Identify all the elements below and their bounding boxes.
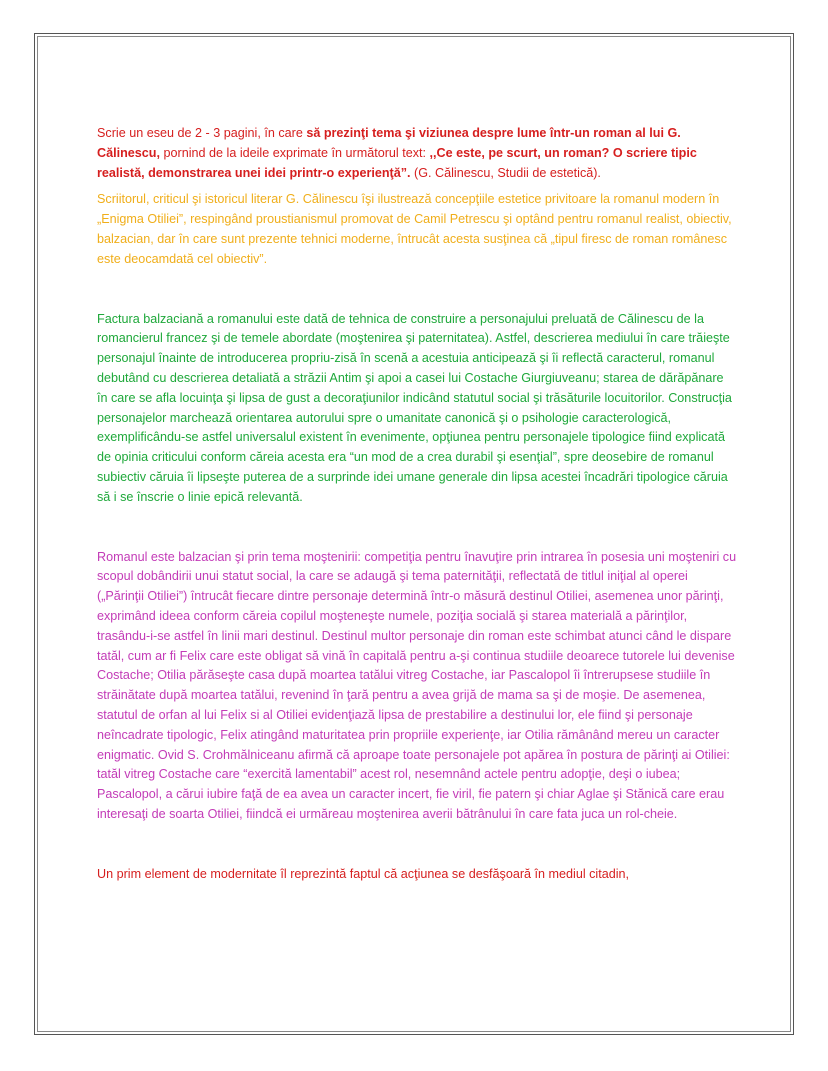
prompt-bold-quote: ,,Ce este, pe scurt, un roman? O scriere tipic realistă, demonstrarea unei idei printr-o experienţă”. [97,145,697,180]
prompt-text-3: (G. Călinescu, Studii de estetică). [410,165,601,180]
prompt-text-1: Scrie un eseu de 2 - 3 pagini, în care [97,126,307,140]
prompt-bold-task: să prezinţi tema şi viziunea despre lume într-un roman al lui G. Călinescu, [97,126,681,160]
document-body [97,124,737,885]
prompt-text-2: pornind de la ideile exprimate în următorul text: [160,145,430,160]
essay-prompt [97,124,737,183]
intro-paragraph: Scriitorul, criticul şi istoricul literar G. Călinescu îşi ilustrează concepţiile estetice privitoare la romanul modern în „Enigma Otiliei”, respingând proustianismul promovat de Camil Petrescu şi optând pentru romanul realist, obiectiv, balzacian, dar în care sunt prezente tehnici moderne, întrucât acesta susţinea că „tipul firesc de roman românesc este deocamdată cel obiectiv”. [97,192,732,266]
balzacian-paragraph: Factura balzaciană a romanului este dată de tehnica de construire a personajului preluată de Călinescu de la romancierul francez şi de temele abordate (moştenirea şi paternitatea). Astfel, descrierea mediului în care trăieşte personajul înainte de introducerea propriu-zisă în scenă a acestuia anticipează şi îi reflectă caracterul, romanul debutând cu descrierea detaliată a străzii Antim şi apoi a casei lui Costache Giurgiuveanu; starea de dărăpănare în care se afla locuinţa şi lipsa de gust a decoraţiunilor indicând statutul social şi trăsăturile locuitorilor. Construcţia personajelor marchează orientarea autorului spre o umanitate canonică şi o psihologie caracterologică, exemplificându-se astfel universalul existent în evenimente, opţiunea pentru personajele tipologice fiind explicată de opinia criticului conform căreia acesta era “un mod de a crea durabil şi esenţial”, spre deosebire de romanul subiectiv căruia îi lipseşte puterea de a surprinde idei umane generale din lipsa acestei încadrări tipologice căruia să i se înscrie o linie epică relevantă. [97,311,732,504]
inheritance-paragraph: Romanul este balzacian şi prin tema moştenirii: competiţia pentru înavuţire prin intrarea în posesia uni moşteniri cu scopul dobândirii unui statut social, la care se adaugă şi tema paternităţii, reflectată de titlul iniţial al operei („Părinţii Otiliei”) întrucât fiecare dintre personaje determină într-o măsură destinul Otiliei, asemenea unor părinţi, exprimând ideea conform căreia copilul moşteneşte numele, poziţia socială şi starea materială a părinţilor, trasându-i-se astfel în linii mari destinul. Destinul multor personaje din roman este schimbat atunci când le dispare tatăl, cum ar fi Felix care este obligat să vină în capitală pentru a-şi continua studiile deoarece tutorele lui devenise Costache; Otilia părăseşte casa după moartea tatălui vitreg Costache, iar Pascalopol îi întrerupsese studiile în străinătate după moartea tatălui, revenind în ţară pentru a avea grijă de mama sa şi de moşie. De asemenea, statutul de orfan al lui Felix si al Otiliei evidenţiază lipsa de prestabilire a destinului lor, ele fiind şi personaje neîncadrate tipologic, Felix atingând maturitatea prin propriile experienţe, iar Otilia rămânând mereu un caracter enigmatic. Ovid S. Crohmălniceanu afirmă că aproape toate personajele pot apărea în postura de părinţi ai Otiliei: tatăl vitreg Costache care “exercită lamentabil” acest rol, nesemnând actele pentru adopţie, deşi o iubea; Pascalopol, a cărui iubire faţă de ea avea un caracter incert, fie viril, fie patern şi chiar Aglae şi Stănică care erau interesaţi de soarta Otiliei, fiindcă ei urmăreau moştenirea averii bătrânului în care fata juca un rol-cheie. [97,549,737,821]
modernity-paragraph: Un prim element de modernitate îl reprezintă faptul că acţiunea se desfăşoară în mediul citadin, [97,866,630,881]
